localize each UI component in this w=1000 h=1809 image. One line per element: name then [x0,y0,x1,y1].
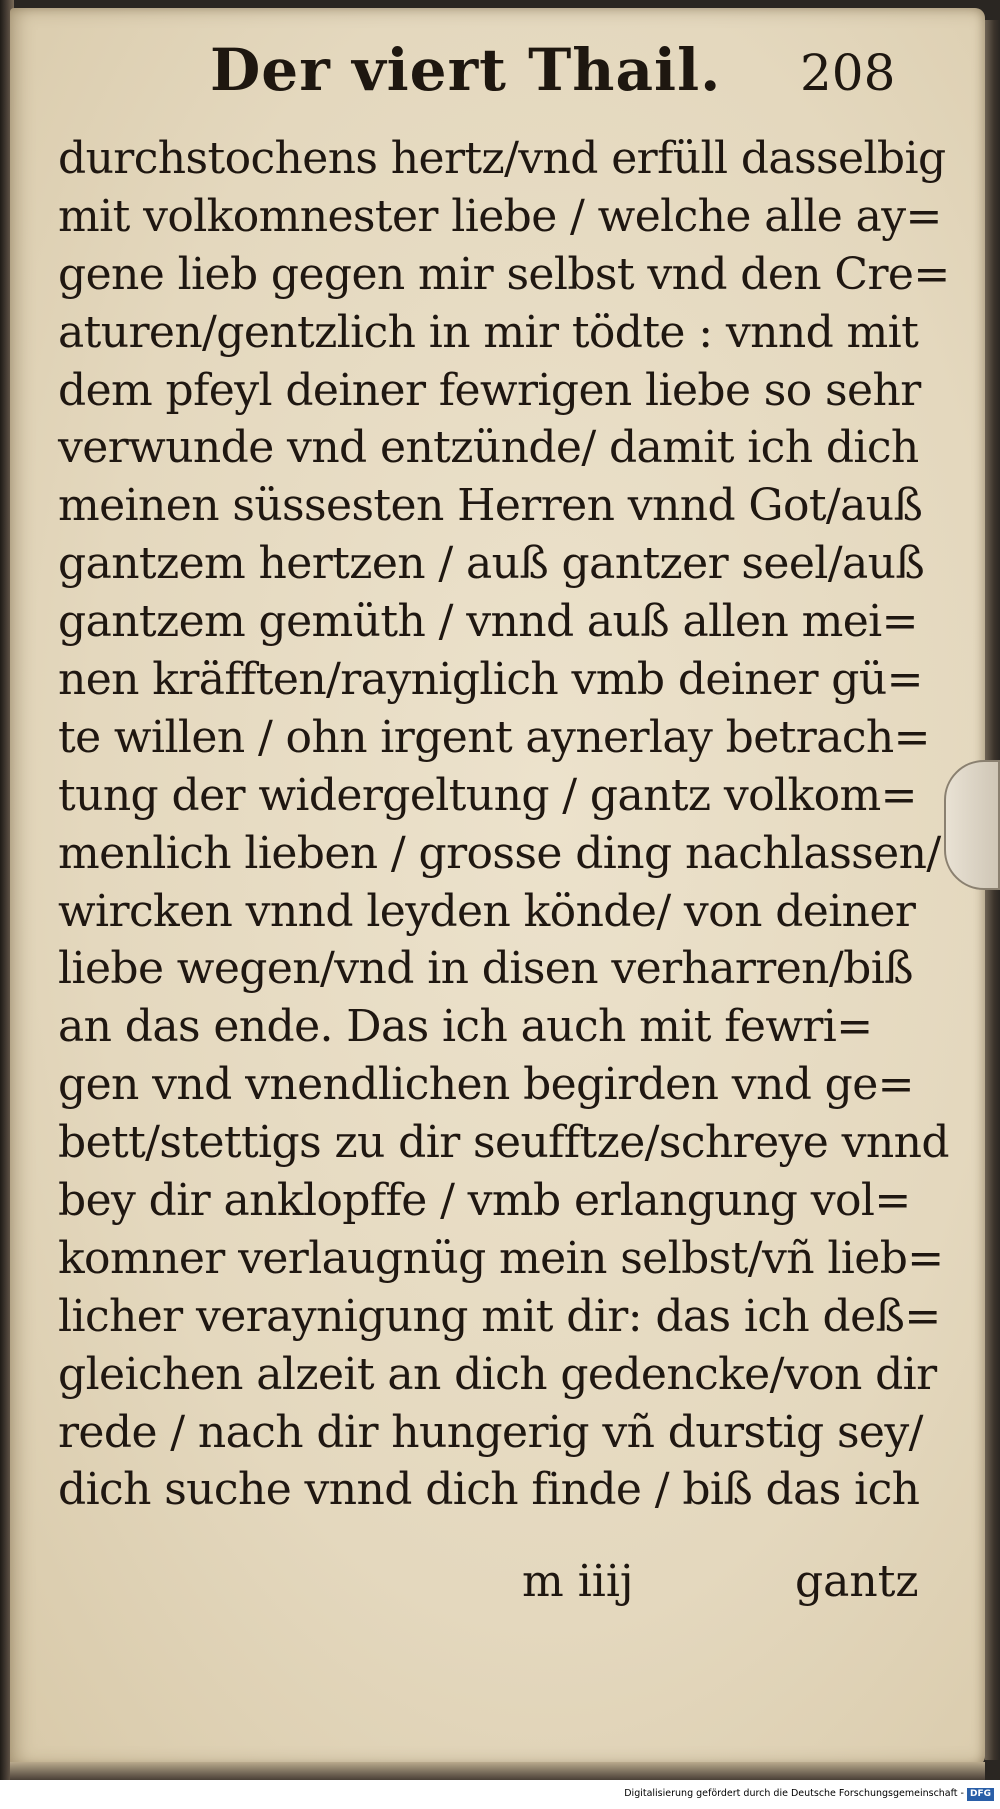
text-line: wircken vnnd leyden könde/ von deiner [58,885,916,937]
text-line: tung der widergeltung / gantz volkom= [58,769,917,821]
text-line: rede / nach dir hungerig vñ durstig sey/ [58,1406,923,1458]
text-line: liebe wegen/vnd in disen verharren/biß [58,943,913,995]
text-line: bey dir anklopffe / vmb erlangung vol= [58,1175,911,1227]
page-header [10,30,985,120]
signature-mark: m iiij [522,1556,634,1607]
page-clip [944,760,1000,890]
text-line: licher veraynigung mit dir: das ich deß= [58,1290,941,1342]
text-line: verwunde vnd entzünde/ damit ich dich [58,422,919,474]
page-bottom-edge [10,1762,985,1780]
digitization-credit [624,1788,994,1801]
text-line: dich suche vnnd dich finde / biß das ich [58,1464,920,1516]
catchword: gantz [795,1556,919,1607]
text-line: durchstochens hertz/vnd erfüll dasselbig [58,133,946,184]
text-line: gen vnd vnendlichen begirden vnd ge= [58,1059,914,1111]
text-line: te willen / ohn irgent aynerlay betrach= [58,711,930,763]
text-line: nen kräfften/rayniglich vmb deiner gü= [58,654,923,706]
page-footer [10,1556,985,1616]
body-text [58,130,950,1519]
text-line: gleichen alzeit an dich gedencke/von dir [58,1348,937,1400]
text-line: an das ende. Das ich auch mit fewri= [58,1001,873,1053]
text-line: meinen süssesten Herren vnnd Got/auß [58,480,923,532]
text-line: dem pfeyl deiner fewrigen liebe so sehr [58,364,921,416]
page-number: 208 [800,44,896,102]
text-line: mit volkomnester liebe / welche alle ay= [58,190,942,242]
text-line: menlich lieben / grosse ding nachlassen/ [58,827,941,879]
page-sheet [10,8,985,1766]
page-fore-edge [985,20,1000,1760]
text-line: bett/stettigs zu dir seufftze/schreye vnnd [58,1117,949,1169]
text-line: gene lieb gegen mir selbst vnd den Cre= [58,248,950,300]
running-title: Der viert Thail. [210,36,722,104]
text-line: komner verlaugnüg mein selbst/vñ lieb= [58,1232,944,1284]
text-line: gantzem hertzen / auß gantzer seel/auß [58,538,925,590]
credit-text: Digitalisierung gefördert durch die Deutsche Forschungsgemeinschaft - [624,1788,964,1799]
dfg-logo: DFG [967,1788,994,1801]
text-line: gantzem gemüth / vnnd auß allen mei= [58,596,918,648]
text-line: aturen/gentzlich in mir tödte : vnnd mit [58,306,919,358]
